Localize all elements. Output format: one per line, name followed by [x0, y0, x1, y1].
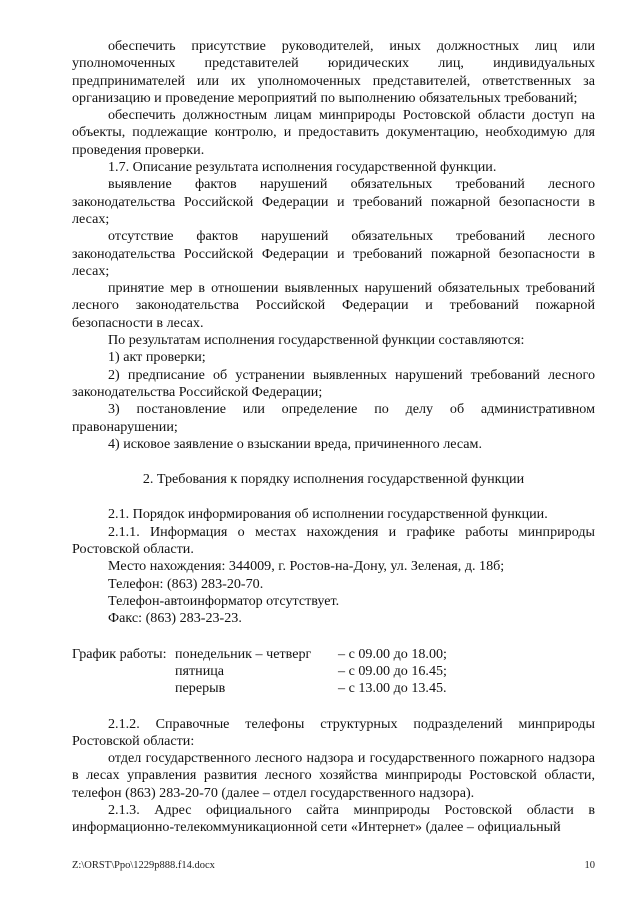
list-item: 3) постановление или определение по делу об административном правонарушении; [72, 401, 595, 435]
spacer [72, 488, 595, 506]
paragraph: По результатам исполнения государственной функции составляются: [108, 332, 525, 349]
paragraph: Телефон: (863) 283-20-70. [108, 575, 264, 592]
spacer [72, 698, 595, 716]
paragraph: обеспечить должностным лицам минприроды Ростовской области доступ на объекты, подлежащие контролю, и предоставить документацию, необходимую для проведения проверки. [72, 107, 595, 158]
schedule-day: понедельник – четверг [175, 645, 312, 662]
paragraph: 1.7. Описание результата исполнения государственной функции. [108, 159, 497, 176]
paragraph: 2.1.3. Адрес официального сайта минприроды Ростовской области в информационно-телекоммуникационной сети «Интернет» (далее – официальный [72, 801, 595, 836]
section-heading: 2. Требования к порядку исполнения государственной функции [142, 471, 525, 488]
schedule-day: пятница [175, 662, 225, 679]
paragraph: 2.1. Порядок информирования об исполнении государственной функции. [108, 506, 548, 523]
spacer [72, 628, 595, 646]
schedule-day: перерыв [175, 679, 226, 696]
paragraph: Факс: (863) 283-23-23. [108, 610, 242, 627]
list-item: 2) предписание об устранении выявленных нарушений требований лесного законодательства Российской Федерации; [72, 366, 595, 400]
schedule-label: График работы: [72, 645, 167, 662]
paragraph: выявление фактов нарушений обязательных требований лесного законодательства Российской Федерации и требований пожарной безопасности в лесах; [72, 176, 595, 227]
spacer [72, 453, 595, 471]
paragraph: 2.1.1. Информация о местах нахождения и графике работы минприроды Ростовской области. [72, 523, 595, 558]
page-number: 10 [584, 860, 595, 871]
paragraph: Место нахождения: 344009, г. Ростов-на-Дону, ул. Зеленая, д. 18б; [108, 558, 505, 575]
paragraph: Телефон-автоинформатор отсутствует. [108, 592, 340, 609]
paragraph: обеспечить присутствие руководителей, иных должностных лиц или уполномоченных представителей юридических лиц, индивидуальных предпринимателей или их уполномоченных представителей, ответственных за организацию и проведение мероприятий по выполнению обязательных требований; [72, 38, 595, 106]
work-schedule [72, 646, 595, 698]
schedule-hours: – с 09.00 до 18.00; [338, 645, 447, 662]
list-item: 1) акт проверки; [108, 349, 206, 366]
page-content [72, 38, 595, 837]
schedule-hours: – с 09.00 до 16.45; [338, 662, 447, 679]
paragraph: принятие мер в отношении выявленных нарушений обязательных требований лесного законодательства Российской Федерации и требований пожарной безопасности в лесах. [72, 280, 595, 331]
list-item: 4) исковое заявление о взыскании вреда, причиненного лесам. [108, 435, 482, 452]
paragraph: отсутствие фактов нарушений обязательных требований лесного законодательства Российской Федерации и требований пожарной безопасности в лесах; [72, 228, 595, 279]
schedule-hours: – с 13.00 до 13.45. [338, 679, 447, 696]
paragraph: 2.1.2. Справочные телефоны структурных подразделений минприроды Ростовской области: [72, 715, 595, 749]
paragraph: отдел государственного лесного надзора и государственного пожарного надзора в лесах управления развития лесного хозяйства минприроды Ростовской области, телефон (863) 283-20-70 (далее – отдел государственного надзора). [72, 750, 595, 801]
footer-file-path: Z:\ORST\Ppo\1229p888.f14.docx [72, 860, 215, 871]
